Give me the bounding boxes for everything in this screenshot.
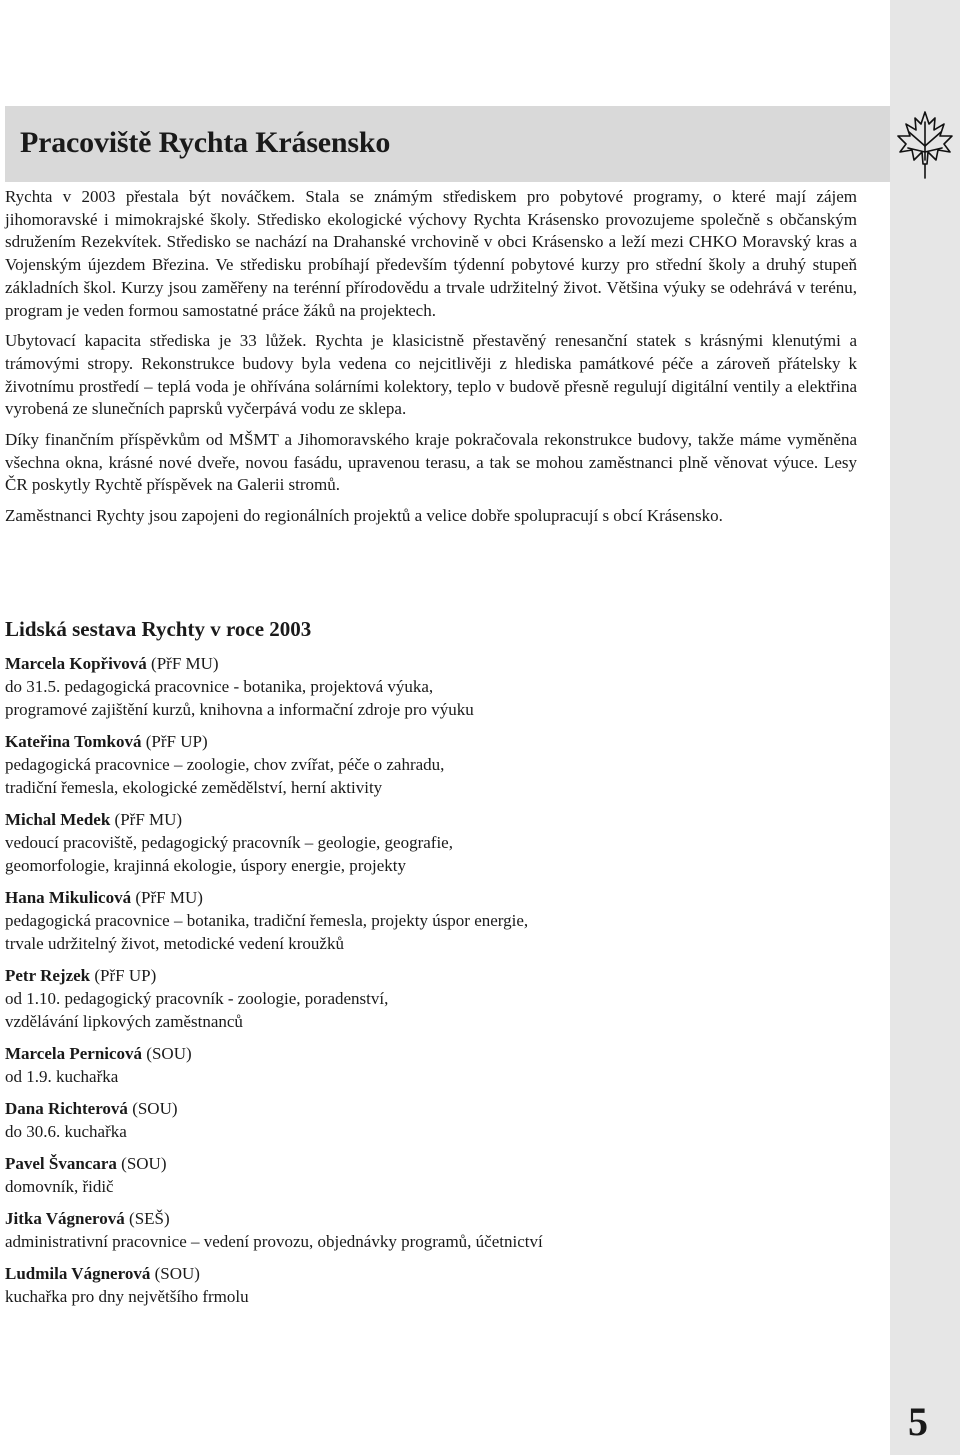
staff-role: kuchařka pro dny největšího frmolu (5, 1287, 249, 1306)
staff-role: pedagogická pracovnice – botanika, tradiční řemesla, projekty úspor energie, (5, 911, 529, 930)
staff-name: Hana Mikulicová (5, 888, 132, 907)
staff-role: administrativní pracovnice – vedení provozu, objednávky programů, účetnictví (5, 1232, 543, 1251)
staff-affiliation: (SOU) (142, 1044, 192, 1063)
staff-entry (5, 1152, 865, 1198)
paragraph: Rychta v 2003 přestala být nováčkem. Stala se známým střediskem pro pobytové programy, o které mají zájem jihomoravské i mimokrajské školy. Středisko ekologické výchovy Rychta Krásensko provozujeme společně s občanským sdružením Rezekvítek. Středisko se nachází na Drahanské vrchovině v obci Krásensko a leží mezi CHKO Moravský kras a Vojenským újezdem Březina. Ve středisku probíhají především týdenní pobytové kurzy pro střední školy a druhý stupeň základních škol. Kurzy jsou zaměřeny na terénní přírodovědu a trvale udržitelný život. Většina výuky se odehrává v terénu, program je veden formou samostatné práce žáků na projektech. (5, 187, 857, 320)
staff-name: Michal Medek (5, 810, 111, 829)
staff-role: geomorfologie, krajinná ekologie, úspory energie, projekty (5, 856, 406, 875)
staff-affiliation: (PřF UP) (90, 966, 157, 985)
staff-header (5, 1152, 865, 1175)
staff-affiliation: (SOU) (127, 1099, 178, 1118)
paragraph: Zaměstnanci Rychty jsou zapojeni do regionálních projektů a velice dobře spolupracují s obcí Krásensko. (5, 506, 723, 526)
maple-leaf-icon (894, 106, 956, 182)
staff-role: vzdělávání lipkových zaměstnanců (5, 1012, 243, 1031)
side-strip (890, 0, 960, 1455)
staff-header (5, 730, 865, 753)
staff-affiliation: (SOU) (116, 1154, 167, 1173)
staff-header (5, 1207, 865, 1230)
staff-entry (5, 1207, 865, 1253)
staff-entry (5, 808, 865, 877)
body-text (5, 186, 857, 536)
staff-list (5, 652, 865, 1317)
staff-entry (5, 652, 865, 721)
staff-name: Dana Richterová (5, 1099, 128, 1118)
staff-entry (5, 1097, 865, 1143)
staff-role: pedagogická pracovnice – zoologie, chov zvířat, péče o zahradu, (5, 755, 445, 774)
staff-header (5, 886, 865, 909)
staff-role: do 30.6. kuchařka (5, 1122, 127, 1141)
staff-entry (5, 730, 865, 799)
section-heading: Lidská sestava Rychty v roce 2003 (5, 617, 312, 641)
paragraph: Ubytovací kapacita střediska je 33 lůžek. Rychta je klasicistně přestavěný renesanční statek s krásnými klenutými a trámovými stropy. Rekonstrukce budovy byla vedena co nejcitlivěji z hlediska památkové péče a zároveň přátelsky k životnímu prostředí – teplá voda je ohřívána solárními kolektory, teplo v budově přesně regulují digitální ventily a elektřina vyrobená ze slunečních paprsků vyčerpává vodu ze sklepa. (5, 331, 857, 419)
staff-role: do 31.5. pedagogická pracovnice - botanika, projektová výuka, (5, 677, 434, 696)
staff-name: Petr Rejzek (5, 966, 91, 985)
staff-role: programové zajištění kurzů, knihovna a informační zdroje pro výuku (5, 700, 474, 719)
staff-header (5, 964, 865, 987)
staff-affiliation: (SOU) (150, 1264, 200, 1283)
page-title: Pracoviště Rychta Krásensko (20, 126, 391, 159)
staff-header (5, 808, 865, 831)
page-number: 5 (908, 1399, 928, 1444)
staff-role: od 1.9. kuchařka (5, 1067, 119, 1086)
staff-affiliation: (PřF MU) (131, 888, 203, 907)
staff-role: trvale udržitelný život, metodické vedení kroužků (5, 934, 344, 953)
staff-role: od 1.10. pedagogický pracovník - zoologie, poradenství, (5, 989, 389, 1008)
staff-affiliation: (PřF UP) (141, 732, 208, 751)
staff-role: domovník, řidič (5, 1177, 114, 1196)
staff-entry (5, 1262, 865, 1308)
staff-affiliation: (PřF MU) (110, 810, 183, 829)
staff-role: vedoucí pracoviště, pedagogický pracovník – geologie, geografie, (5, 833, 453, 852)
staff-name: Pavel Švancara (5, 1154, 117, 1173)
staff-entry (5, 1042, 865, 1088)
staff-header (5, 1097, 865, 1120)
staff-entry (5, 964, 865, 1033)
staff-name: Kateřina Tomková (5, 732, 142, 751)
staff-name: Jitka Vágnerová (5, 1209, 125, 1228)
staff-affiliation: (PřF MU) (146, 654, 219, 673)
staff-header (5, 652, 865, 675)
staff-name: Ludmila Vágnerová (5, 1264, 151, 1283)
staff-affiliation: (SEŠ) (124, 1209, 170, 1228)
staff-role: tradiční řemesla, ekologické zemědělství, herní aktivity (5, 778, 383, 797)
staff-name: Marcela Pernicová (5, 1044, 143, 1063)
staff-entry (5, 886, 865, 955)
staff-name: Marcela Kopřivová (5, 654, 147, 673)
staff-header (5, 1262, 865, 1285)
staff-header (5, 1042, 865, 1065)
paragraph: Díky finančním příspěvkům od MŠMT a Jihomoravského kraje pokračovala rekonstrukce budovy, takže máme vyměněna všechna okna, krásné nové dveře, novou fasádu, upravenou terasu, a tak se mohou zaměstnanci plně věnovat výuce. Lesy ČR poskytly Rychtě příspěvek na Galerii stromů. (5, 430, 857, 495)
